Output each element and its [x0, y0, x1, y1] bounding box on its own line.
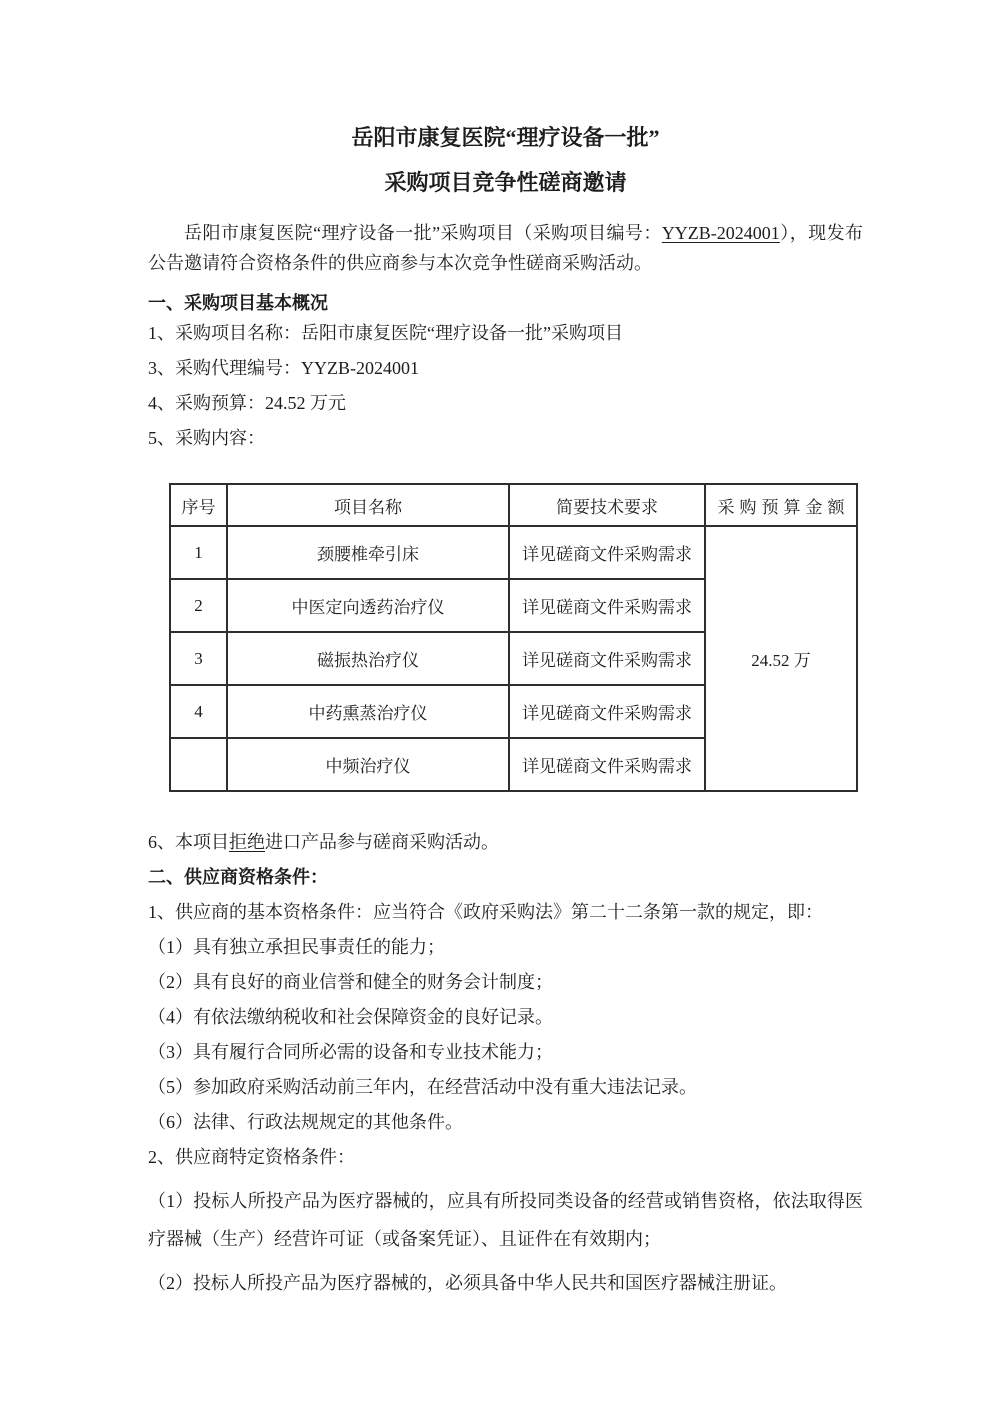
tech-req: 详见磋商文件采购需求 — [509, 738, 705, 791]
section1-items — [148, 316, 863, 456]
item-name: 中医定向透药治疗仪 — [227, 579, 509, 632]
procurement-table — [169, 483, 858, 792]
col-header-item-name: 项目名称 — [227, 484, 509, 526]
tech-req: 详见磋商文件采购需求 — [509, 685, 705, 738]
table-row — [170, 526, 857, 579]
refuse-underline: 拒绝 — [229, 832, 265, 852]
tech-req: 详见磋商文件采购需求 — [509, 632, 705, 685]
section1-item-budget: 4、采购预算：24.52 万元 — [148, 393, 346, 413]
row-no — [170, 738, 227, 791]
specific-cond-item: （1）投标人所投产品为医疗器械的，应具有所投同类设备的经营或销售资格，依法取得医疗器械（生产）经营许可证（或备案凭证）、且证件在有效期内； — [148, 1191, 863, 1249]
section2-block — [148, 825, 863, 1175]
basic-cond-item: （5）参加政府采购活动前三年内，在经营活动中没有重大违法记录。 — [148, 1077, 697, 1097]
intro-paragraph — [148, 218, 863, 278]
budget-amount: 24.52 万 — [705, 526, 857, 791]
item-name: 磁振热治疗仪 — [227, 632, 509, 685]
table-header-row — [170, 484, 857, 526]
row-no: 2 — [170, 579, 227, 632]
item6-paragraph — [148, 825, 863, 860]
row-no: 3 — [170, 632, 227, 685]
section1-item-name: 1、采购项目名称：岳阳市康复医院“理疗设备一批”采购项目 — [148, 323, 623, 343]
intro-text-after: ），现发布公告邀请符合资格条件的供应商参与本次竞争性磋商采购活动。 — [148, 223, 864, 273]
doc-title-line2: 采购项目竞争性磋商邀请 — [384, 170, 627, 195]
col-header-index: 序号 — [170, 484, 227, 526]
basic-cond-item: （3）具有履行合同所必需的设备和专业技术能力； — [148, 1042, 553, 1062]
row-no: 4 — [170, 685, 227, 738]
section1-item-agency-code: 3、采购代理编号：YYZB-2024001 — [148, 358, 419, 378]
section2-heading: 二、供应商资格条件： — [148, 867, 328, 887]
col-header-tech-req: 简要技术要求 — [509, 484, 705, 526]
item-name: 中药熏蒸治疗仪 — [227, 685, 509, 738]
basic-cond-item: （2）具有良好的商业信誉和健全的财务会计制度； — [148, 972, 553, 992]
item-name: 中频治疗仪 — [227, 738, 509, 791]
row-no: 1 — [170, 526, 227, 579]
doc-title-line1: 岳阳市康复医院“理疗设备一批” — [351, 125, 660, 150]
basic-cond-item: （1）具有独立承担民事责任的能力； — [148, 937, 445, 957]
basic-cond-item: （4）有依法缴纳税收和社会保障资金的良好记录。 — [148, 1007, 553, 1027]
item6-after: 进口产品参与磋商采购活动。 — [265, 832, 499, 852]
specific-cond-intro: 2、供应商特定资格条件： — [148, 1147, 355, 1167]
basic-cond-intro: 1、供应商的基本资格条件：应当符合《政府采购法》第二十二条第一款的规定，即： — [148, 902, 823, 922]
tech-req: 详见磋商文件采购需求 — [509, 526, 705, 579]
section1-heading: 一、采购项目基本概况 — [148, 293, 328, 313]
intro-text-before: 岳阳市康复医院“理疗设备一批”采购项目（采购项目编号： — [184, 223, 662, 243]
specific-cond-item: （2）投标人所投产品为医疗器械的，必须具备中华人民共和国医疗器械注册证。 — [148, 1273, 787, 1293]
basic-cond-item: （6）法律、行政法规规定的其他条件。 — [148, 1112, 463, 1132]
col-header-budget: 采购预算金额 — [705, 484, 857, 526]
item-name: 颈腰椎牵引床 — [227, 526, 509, 579]
item6-before: 6、本项目 — [148, 832, 229, 852]
project-code: YYZB-2024001 — [661, 223, 780, 243]
section1-item-content: 5、采购内容： — [148, 428, 265, 448]
tech-req: 详见磋商文件采购需求 — [509, 579, 705, 632]
